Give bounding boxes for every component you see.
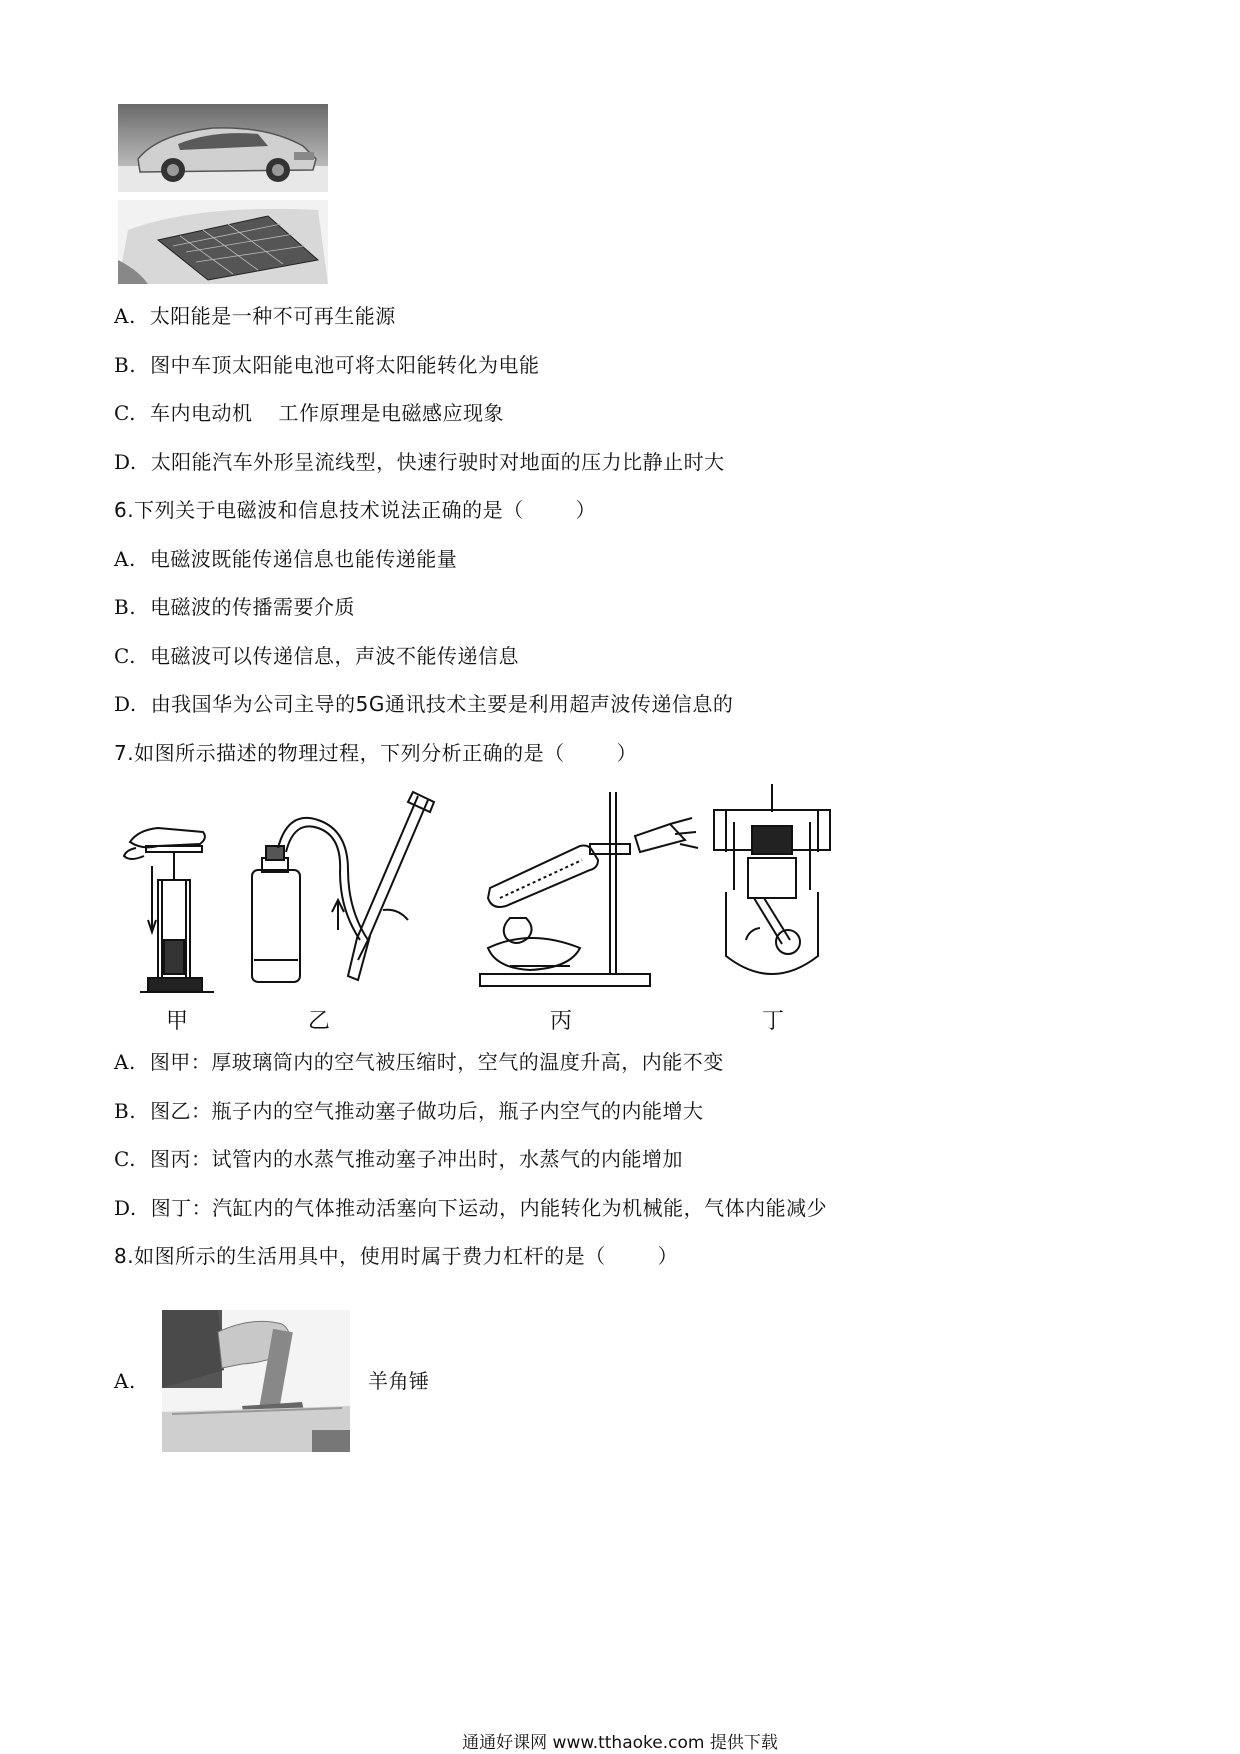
q6-stem: [114, 497, 596, 523]
option-letter: A.: [114, 1369, 136, 1393]
question-stem: 8.如图所示的生活用具中，使用时属于费力杠杆的是（: [114, 1244, 606, 1268]
q7-option-b: [114, 1098, 704, 1124]
q8-option-a-label: 羊角锤: [368, 1369, 430, 1393]
option-text: 图中车顶太阳能电池可将太阳能转化为电能: [150, 353, 540, 377]
option-letter: D.: [114, 692, 137, 716]
figure-ding-engine-cylinder: [712, 782, 832, 988]
q5-option-b: [114, 352, 540, 378]
q8-stem: [114, 1243, 678, 1269]
option-text: 电磁波可以传递信息，声波不能传递信息: [149, 644, 519, 668]
option-text: 车内电动机: [149, 401, 253, 425]
option-letter: B.: [114, 353, 137, 377]
option-text: 工作原理是电磁感应现象: [278, 401, 504, 425]
q7-option-a: [114, 1049, 724, 1075]
q6-option-d: [114, 691, 733, 717]
solar-roof-photo: [118, 200, 328, 284]
option-letter: B.: [114, 1099, 137, 1123]
q5-option-d: [114, 449, 725, 475]
question-stem: 7.如图所示描述的物理过程，下列分析正确的是（: [114, 741, 565, 765]
car-photo: [118, 104, 328, 192]
option-letter: D.: [114, 1196, 137, 1220]
q6-option-a: [114, 546, 457, 572]
option-text: 电磁波的传播需要介质: [150, 595, 356, 619]
option-letter: D.: [114, 450, 137, 474]
q7-stem: [114, 740, 637, 766]
option-letter: A.: [114, 1050, 136, 1074]
figure-yi-bottle-pump: [248, 790, 448, 990]
claw-hammer-photo: [162, 1310, 350, 1452]
q5-option-c: [114, 400, 504, 426]
option-text: 图丁：汽缸内的气体推动活塞向下运动，内能转化为机械能，气体内能减少: [150, 1196, 828, 1220]
question-close-paren: ）: [616, 741, 638, 765]
figure-caption-jia: 甲: [166, 1009, 189, 1034]
q5-option-a: [114, 303, 396, 329]
figure-caption-bing: 丙: [550, 1009, 573, 1034]
option-letter: A.: [114, 304, 136, 328]
option-text: 图甲：厚玻璃筒内的空气被压缩时，空气的温度升高，内能不变: [149, 1050, 724, 1074]
option-letter: C.: [114, 1147, 136, 1171]
option-letter: C.: [114, 401, 136, 425]
q7-option-d: [114, 1195, 827, 1221]
option-letter: B.: [114, 595, 137, 619]
option-text: 由我国华为公司主导的5G通讯技术主要是利用超声波传递信息的: [150, 692, 734, 716]
q7-option-c: [114, 1146, 683, 1172]
option-letter: C.: [114, 644, 136, 668]
question-close-paren: ）: [575, 498, 597, 522]
figure-caption-yi: 乙: [308, 1009, 331, 1034]
figure-caption-ding: 丁: [762, 1009, 785, 1034]
question-close-paren: ）: [657, 1244, 679, 1268]
option-text: 图丙：试管内的水蒸气推动塞子冲出时，水蒸气的内能增加: [149, 1147, 683, 1171]
figure-bing-test-tube: [470, 788, 700, 990]
q6-option-c: [114, 643, 519, 669]
option-text: 图乙：瓶子内的空气推动塞子做功后，瓶子内空气的内能增大: [150, 1099, 704, 1123]
page-footer: 通通好课网 www.tthaoke.com 提供下载: [462, 1733, 778, 1753]
option-text: 太阳能是一种不可再生能源: [149, 304, 396, 328]
q6-option-b: [114, 594, 355, 620]
figure-jia-compression-tube: [118, 820, 228, 1000]
question-stem: 6.下列关于电磁波和信息技术说法正确的是（: [114, 498, 524, 522]
option-text: 太阳能汽车外形呈流线型，快速行驶时对地面的压力比静止时大: [150, 450, 725, 474]
option-letter: A.: [114, 547, 136, 571]
option-text: 电磁波既能传递信息也能传递能量: [149, 547, 458, 571]
q8-option-a-letter: [114, 1368, 150, 1394]
